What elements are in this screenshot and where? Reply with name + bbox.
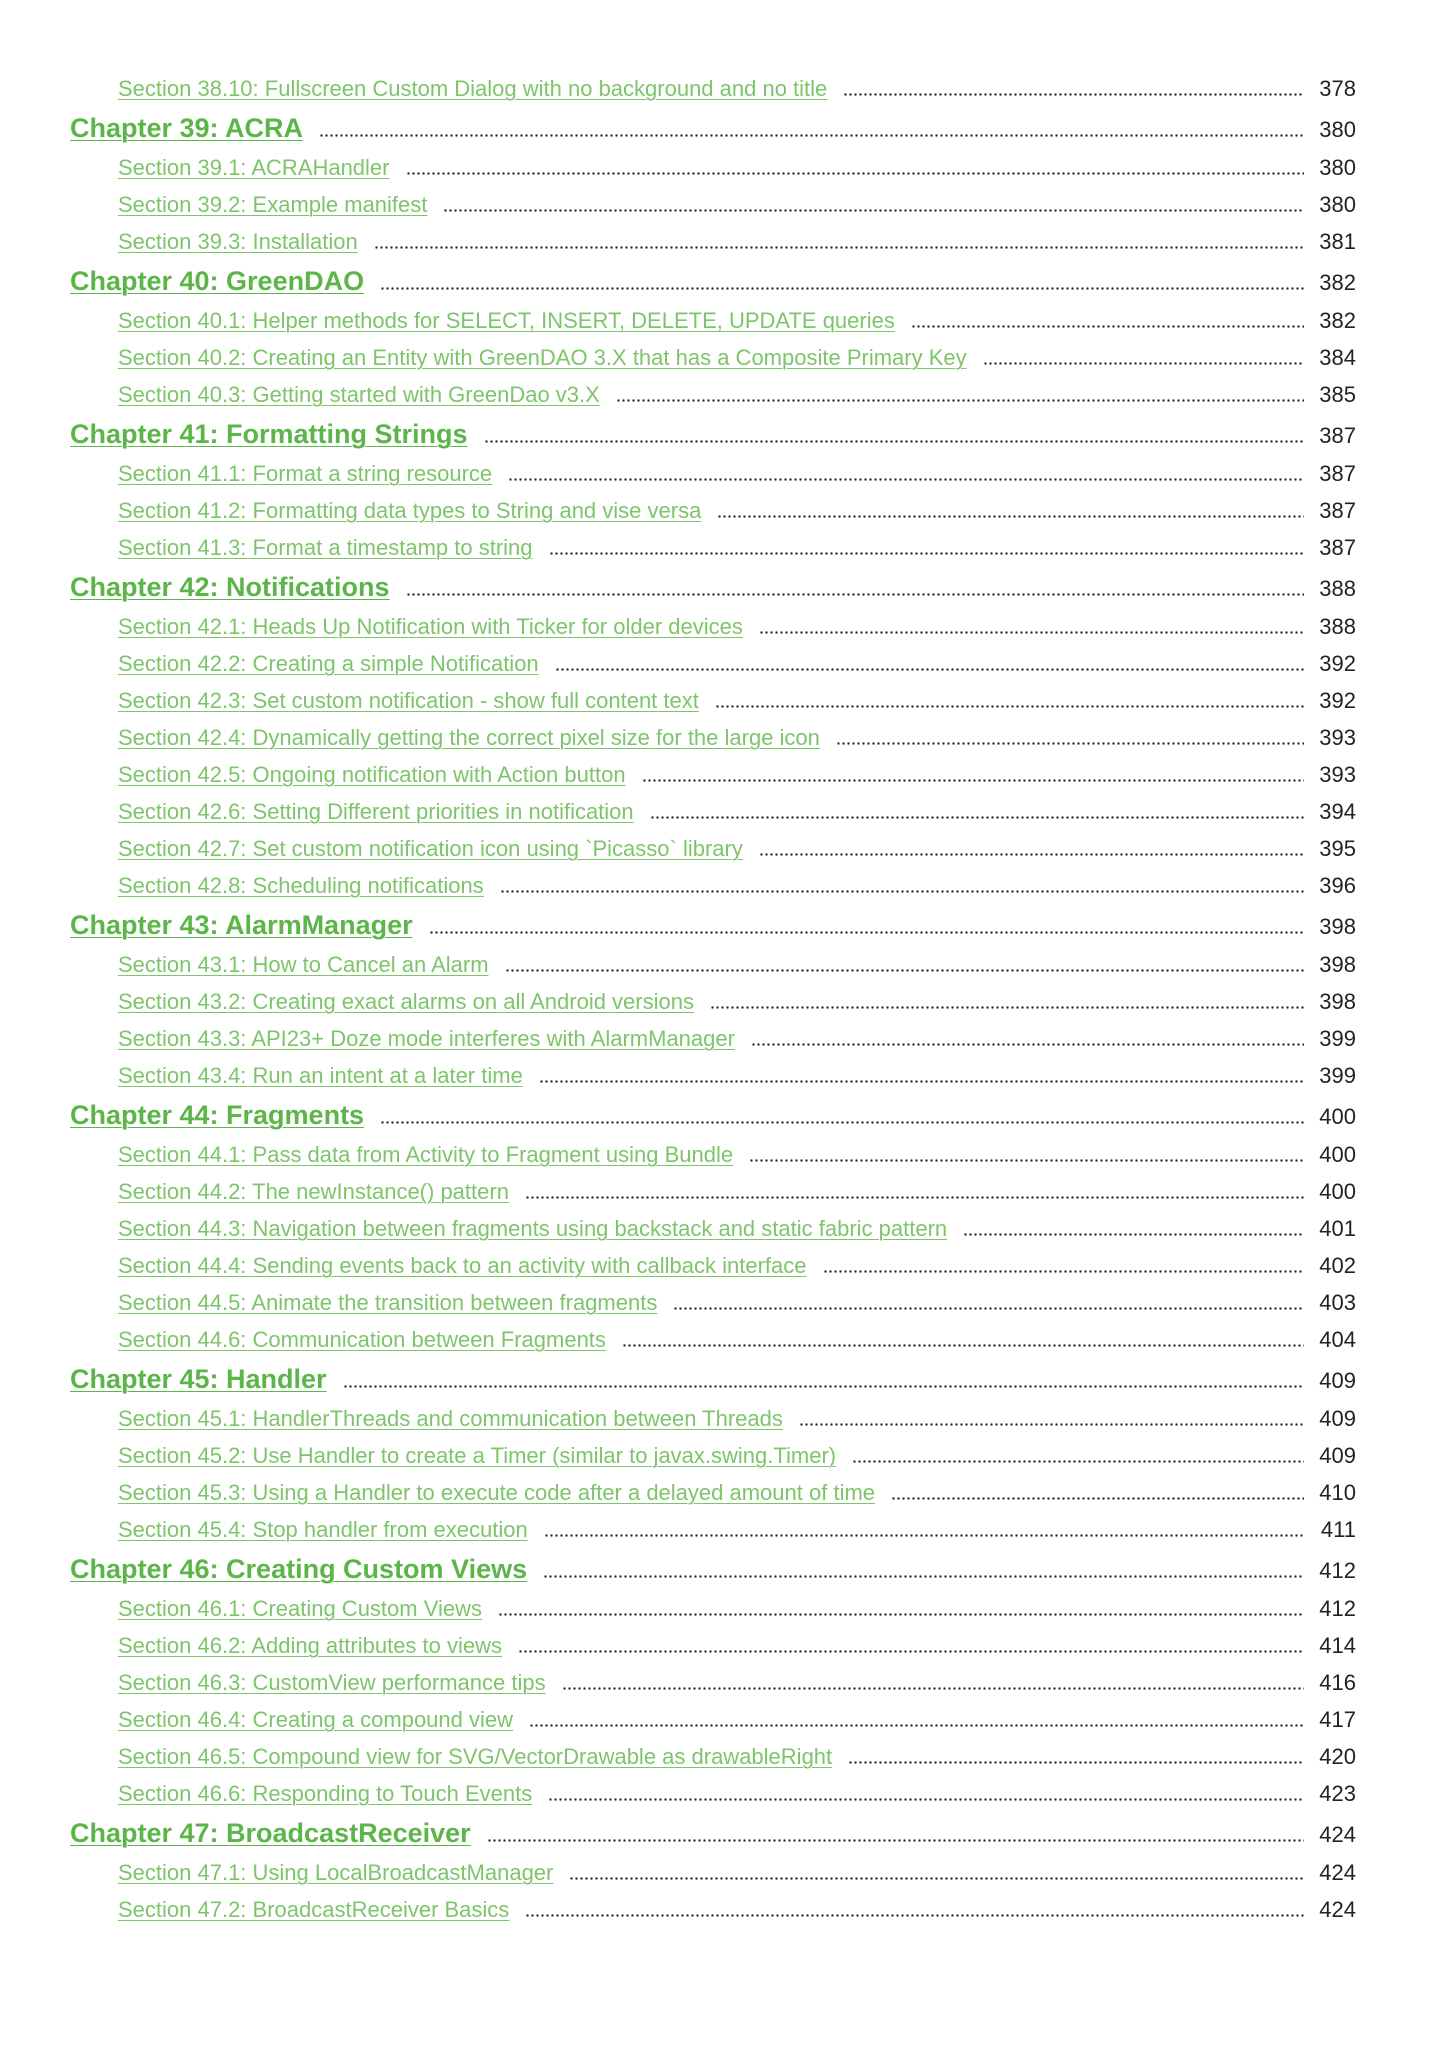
page-number: 387 <box>1319 461 1356 486</box>
page-number: 400 <box>1319 1142 1356 1167</box>
section-link[interactable]: Section 43.3: API23+ Doze mode interferes with AlarmManager <box>118 1026 735 1051</box>
toc-section-entry <box>0 302 1448 339</box>
section-link[interactable]: Section 44.5: Animate the transition between fragments <box>118 1290 658 1315</box>
page-number: 385 <box>1319 382 1356 407</box>
page-number: 387 <box>1319 498 1356 523</box>
page-number: 401 <box>1319 1216 1356 1241</box>
section-link[interactable]: Section 44.2: The newInstance() pattern <box>118 1179 509 1204</box>
section-link[interactable]: Section 45.4: Stop handler from execution <box>118 1517 528 1542</box>
chapter-link[interactable]: Chapter 46: Creating Custom Views <box>70 1554 528 1584</box>
dot-leader <box>380 287 1304 290</box>
page-number: 384 <box>1319 345 1356 370</box>
toc-section-entry <box>0 1057 1448 1094</box>
toc-chapter-entry <box>0 413 1448 455</box>
toc-chapter-entry <box>0 904 1448 946</box>
section-link[interactable]: Section 42.4: Dynamically getting the correct pixel size for the large icon <box>118 725 820 750</box>
dot-leader <box>569 1877 1304 1880</box>
dot-leader <box>963 1233 1304 1236</box>
page-number: 402 <box>1319 1253 1356 1278</box>
section-link[interactable]: Section 46.6: Responding to Touch Events <box>118 1781 533 1806</box>
toc-section-entry <box>0 867 1448 904</box>
toc-section-entry <box>0 983 1448 1020</box>
section-link[interactable]: Section 42.7: Set custom notification icon using `Picasso` library <box>118 836 743 861</box>
dot-leader <box>529 1724 1304 1727</box>
dot-leader <box>759 631 1304 634</box>
toc-section-entry <box>0 1474 1448 1511</box>
section-link[interactable]: Section 47.1: Using LocalBroadcastManager <box>118 1860 554 1885</box>
dot-leader <box>549 552 1304 555</box>
page-number: 412 <box>1319 1596 1356 1621</box>
toc-section-entry <box>0 1321 1448 1358</box>
section-link[interactable]: Section 44.1: Pass data from Activity to Fragment using Bundle <box>118 1142 734 1167</box>
dot-leader <box>429 931 1304 934</box>
page-number: 378 <box>1319 76 1356 101</box>
section-link[interactable]: Section 45.1: HandlerThreads and communication between Threads <box>118 1406 783 1431</box>
toc-section-entry <box>0 339 1448 376</box>
dot-leader <box>650 816 1304 819</box>
dot-leader <box>749 1159 1304 1162</box>
table-of-contents <box>0 70 1448 1928</box>
page-number: 417 <box>1319 1707 1356 1732</box>
page-number: 409 <box>1319 1406 1356 1431</box>
page-number: 398 <box>1319 989 1356 1014</box>
page-number: 393 <box>1319 725 1356 750</box>
page-number: 398 <box>1319 914 1356 939</box>
section-link[interactable]: Section 42.1: Heads Up Notification with Ticker for older devices <box>118 614 743 639</box>
dot-leader <box>717 515 1304 518</box>
page-number: 382 <box>1319 308 1356 333</box>
section-link[interactable]: Section 40.2: Creating an Entity with GreenDAO 3.X that has a Composite Primary Key <box>118 345 967 370</box>
dot-leader <box>548 1798 1304 1801</box>
dot-leader <box>505 969 1304 972</box>
toc-section-entry <box>0 1775 1448 1812</box>
dot-leader <box>374 246 1304 249</box>
page-number: 380 <box>1319 192 1356 217</box>
section-link[interactable]: Section 46.5: Compound view for SVG/VectorDrawable as drawableRight <box>118 1744 833 1769</box>
toc-section-entry <box>0 149 1448 186</box>
chapter-link[interactable]: Chapter 42: Notifications <box>70 572 390 602</box>
page-number: 382 <box>1319 270 1356 295</box>
page-number: 410 <box>1319 1480 1356 1505</box>
dot-leader <box>759 853 1304 856</box>
section-link[interactable]: Section 40.1: Helper methods for SELECT, INSERT, DELETE, UPDATE queries <box>118 308 895 333</box>
dot-leader <box>555 668 1304 671</box>
page-number: 412 <box>1319 1558 1356 1583</box>
toc-section-entry <box>0 1891 1448 1928</box>
toc-chapter-entry <box>0 107 1448 149</box>
dot-leader <box>543 1575 1304 1578</box>
page-number: 388 <box>1319 614 1356 639</box>
dot-leader <box>406 172 1305 175</box>
section-link[interactable]: Section 39.3: Installation <box>118 229 358 254</box>
page-number: 420 <box>1319 1744 1356 1769</box>
section-link[interactable]: Section 46.1: Creating Custom Views <box>118 1596 482 1621</box>
dot-leader <box>848 1761 1304 1764</box>
toc-section-entry <box>0 645 1448 682</box>
dot-leader <box>525 1196 1304 1199</box>
page-number: 424 <box>1319 1897 1356 1922</box>
page-number: 424 <box>1319 1860 1356 1885</box>
section-link[interactable]: Section 41.3: Format a timestamp to string <box>118 535 533 560</box>
section-link[interactable]: Section 41.1: Format a string resource <box>118 461 493 486</box>
page-number: 387 <box>1319 423 1356 448</box>
toc-chapter-entry <box>0 1548 1448 1590</box>
dot-leader <box>799 1423 1304 1426</box>
dot-leader <box>843 93 1304 96</box>
section-link[interactable]: Section 45.3: Using a Handler to execute code after a delayed amount of time <box>118 1480 876 1505</box>
toc-section-entry <box>0 492 1448 529</box>
toc-section-entry <box>0 70 1448 107</box>
section-link[interactable]: Section 44.3: Navigation between fragments using backstack and static fabric pattern <box>118 1216 948 1241</box>
dot-leader <box>498 1613 1304 1616</box>
toc-chapter-entry <box>0 566 1448 608</box>
dot-leader <box>622 1344 1304 1347</box>
dot-leader <box>715 705 1304 708</box>
dot-leader <box>710 1006 1304 1009</box>
toc-section-entry <box>0 1511 1448 1548</box>
section-link[interactable]: Section 39.1: ACRAHandler <box>118 155 390 180</box>
chapter-link[interactable]: Chapter 40: GreenDAO <box>70 266 365 296</box>
dot-leader <box>673 1307 1304 1310</box>
chapter-link[interactable]: Chapter 43: AlarmManager <box>70 910 413 940</box>
toc-section-entry <box>0 756 1448 793</box>
dot-leader <box>525 1914 1304 1917</box>
toc-section-entry <box>0 1210 1448 1247</box>
toc-section-entry <box>0 793 1448 830</box>
section-link[interactable]: Section 42.8: Scheduling notifications <box>118 873 484 898</box>
page-number: 380 <box>1319 155 1356 180</box>
section-link[interactable]: Section 47.2: BroadcastReceiver Basics <box>118 1897 510 1922</box>
section-link[interactable]: Section 42.3: Set custom notification - show full content text <box>118 688 699 713</box>
dot-leader <box>616 399 1304 402</box>
toc-chapter-entry <box>0 260 1448 302</box>
toc-section-entry <box>0 1247 1448 1284</box>
dot-leader <box>751 1043 1304 1046</box>
dot-leader <box>562 1687 1304 1690</box>
page-number: 400 <box>1319 1179 1356 1204</box>
page-number: 400 <box>1319 1104 1356 1129</box>
page-number: 404 <box>1319 1327 1356 1352</box>
section-link[interactable]: Section 40.3: Getting started with GreenDao v3.X <box>118 382 600 407</box>
toc-section-entry <box>0 1020 1448 1057</box>
page-number: 388 <box>1319 576 1356 601</box>
dot-leader <box>487 1839 1304 1842</box>
toc-section-entry <box>0 223 1448 260</box>
toc-section-entry <box>0 1173 1448 1210</box>
section-link[interactable]: Section 46.3: CustomView performance tips <box>118 1670 546 1695</box>
section-link[interactable]: Section 42.6: Setting Different priorities in notification <box>118 799 634 824</box>
toc-section-entry <box>0 376 1448 413</box>
toc-section-entry <box>0 682 1448 719</box>
dot-leader <box>319 134 1304 137</box>
dot-leader <box>836 742 1304 745</box>
section-link[interactable]: Section 44.6: Communication between Fragments <box>118 1327 606 1352</box>
page-number: 394 <box>1319 799 1356 824</box>
section-link[interactable]: Section 43.4: Run an intent at a later time <box>118 1063 523 1088</box>
page-number: 399 <box>1319 1026 1356 1051</box>
toc-chapter-entry <box>0 1094 1448 1136</box>
page-number: 380 <box>1319 117 1356 142</box>
page-number: 387 <box>1319 535 1356 560</box>
page-number: 424 <box>1319 1822 1356 1847</box>
page-number: 396 <box>1319 873 1356 898</box>
section-link[interactable]: Section 38.10: Fullscreen Custom Dialog with no background and no title <box>118 76 828 101</box>
dot-leader <box>911 325 1304 328</box>
page-number: 381 <box>1319 229 1356 254</box>
page-number: 392 <box>1319 651 1356 676</box>
toc-section-entry <box>0 1854 1448 1891</box>
page-number: 414 <box>1319 1633 1356 1658</box>
chapter-link[interactable]: Chapter 47: BroadcastReceiver <box>70 1818 471 1848</box>
dot-leader <box>544 1534 1304 1537</box>
section-link[interactable]: Section 39.2: Example manifest <box>118 192 428 217</box>
section-link[interactable]: Section 41.2: Formatting data types to String and vise versa <box>118 498 702 523</box>
page-number: 409 <box>1319 1443 1356 1468</box>
dot-leader <box>539 1080 1304 1083</box>
dot-leader <box>380 1121 1304 1124</box>
dot-leader <box>500 890 1304 893</box>
section-link[interactable]: Section 44.4: Sending events back to an activity with callback interface <box>118 1253 807 1278</box>
page-number: 411 <box>1320 1517 1356 1542</box>
section-link[interactable]: Section 43.2: Creating exact alarms on all Android versions <box>118 989 694 1014</box>
toc-section-entry <box>0 1664 1448 1701</box>
page-number: 398 <box>1319 952 1356 977</box>
section-link[interactable]: Section 42.5: Ongoing notification with Action button <box>118 762 626 787</box>
page-number: 399 <box>1319 1063 1356 1088</box>
toc-section-entry <box>0 946 1448 983</box>
chapter-link[interactable]: Chapter 45: Handler <box>70 1364 327 1394</box>
chapter-link[interactable]: Chapter 44: Fragments <box>70 1100 365 1130</box>
toc-section-entry <box>0 830 1448 867</box>
section-link[interactable]: Section 43.1: How to Cancel an Alarm <box>118 952 489 977</box>
toc-section-entry <box>0 186 1448 223</box>
dot-leader <box>484 440 1304 443</box>
section-link[interactable]: Section 45.2: Use Handler to create a Timer (similar to javax.swing.Timer) <box>118 1443 837 1468</box>
page-number: 393 <box>1319 762 1356 787</box>
toc-section-entry <box>0 1627 1448 1664</box>
dot-leader <box>642 779 1304 782</box>
dot-leader <box>508 478 1304 481</box>
page-number: 409 <box>1319 1368 1356 1393</box>
toc-section-entry <box>0 1738 1448 1775</box>
toc-section-entry <box>0 1437 1448 1474</box>
page-number: 403 <box>1319 1290 1356 1315</box>
dot-leader <box>891 1497 1304 1500</box>
dot-leader <box>823 1270 1305 1273</box>
toc-section-entry <box>0 1136 1448 1173</box>
section-link[interactable]: Section 46.2: Adding attributes to views <box>118 1633 503 1658</box>
dot-leader <box>343 1385 1304 1388</box>
page-number: 395 <box>1319 836 1356 861</box>
dot-leader <box>983 362 1304 365</box>
page-number: 416 <box>1319 1670 1356 1695</box>
toc-section-entry <box>0 1400 1448 1437</box>
toc-section-entry <box>0 1701 1448 1738</box>
dot-leader <box>443 209 1304 212</box>
page-number: 392 <box>1319 688 1356 713</box>
dot-leader <box>852 1460 1304 1463</box>
toc-section-entry <box>0 719 1448 756</box>
toc-section-entry <box>0 455 1448 492</box>
toc-section-entry <box>0 1284 1448 1321</box>
section-link[interactable]: Section 42.2: Creating a simple Notification <box>118 651 539 676</box>
page-number: 423 <box>1319 1781 1356 1806</box>
toc-section-entry <box>0 1590 1448 1627</box>
toc-chapter-entry <box>0 1358 1448 1400</box>
toc-section-entry <box>0 608 1448 645</box>
toc-section-entry <box>0 529 1448 566</box>
dot-leader <box>518 1650 1304 1653</box>
section-link[interactable]: Section 46.4: Creating a compound view <box>118 1707 514 1732</box>
chapter-link[interactable]: Chapter 39: ACRA <box>70 113 304 143</box>
dot-leader <box>406 593 1304 596</box>
toc-chapter-entry <box>0 1812 1448 1854</box>
chapter-link[interactable]: Chapter 41: Formatting Strings <box>70 419 468 449</box>
